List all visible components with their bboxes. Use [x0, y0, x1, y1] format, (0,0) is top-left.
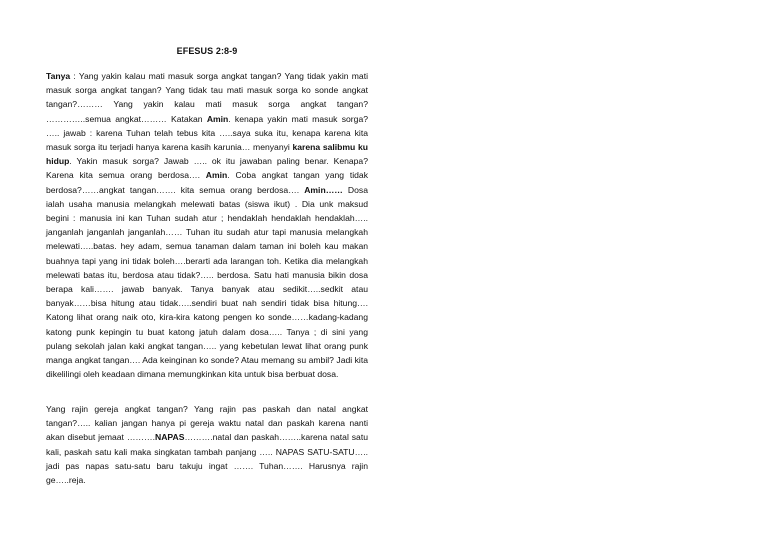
text-span: Yang rajin gereja angkat tangan? Yang rajin pas paskah dan natal angkat tangan?….. kalian jangan hanya pi gereja waktu natal dan paskah karena nanti akan disebut jemaat ………. — [46, 404, 368, 443]
document-title: EFESUS 2:8-9 — [176, 46, 238, 56]
text-span: . kenapa yakin mati masuk sorga? ….. jawab : karena Tuhan telah tebus kita …..saya suka itu, kenapa karena kita masuk sorga itu terjadi hanya karena kasih karunia… menyanyi — [46, 113, 368, 153]
paragraph-2 — [46, 402, 368, 487]
text-span: Dosa ialah usaha manusia melangkah melewati batas (siswa ikut) . Dia unk maksud begini : manusia ini kan Tuhan sudah atur ; hendaklah hendaklah hendaklah….. janganlah janganlah janganlah…… Tuhan itu sudah atur tapi manusia melangkah melewati…..batas. hey adam, semua tanaman dalam taman ini boleh kau makan buahnya tapi yang ini tidak boleh….berarti ada larangan toh. Ketika dia melangkah melewati batas itu, berdosa atau tidak?….. berdosa. Satu hati manusia bikin dosa berapa kali……. jawab banyak. Tanya banyak atau sedikit…..sedkit atau banyak……bisa hitung atau tidak…..sendiri buat nah sendiri tidak bisa hitung…. Katong lihat orang naik oto, kira-kira katong pengen ko sonde……kadang-kadang katong punk kepingin tu buat katong jatuh dalam dosa….. Tanya ; di sini yang pulang sekolah jalan kaki angkat tangan….. yang kebetulan lewat lihat orang punk manga angkat tangan…. Ada keinginan ko sonde? Atau memang su ambil? Jadi kita dikelilingi oleh keadaan dimana memungkinkan kita untuk bisa berbuat dosa. — [46, 184, 368, 380]
paragraph-1 — [46, 69, 368, 381]
bold-span: Tanya — [46, 71, 71, 81]
text-span: . Coba angkat tangan yang tidak berdosa?……angkat tangan……. kita semua orang berdosa…. — [46, 170, 368, 195]
bold-span: Amin — [205, 170, 228, 181]
bold-span: karena salibmu ku hidup — [46, 142, 368, 167]
text-span: . Yakin masuk sorga? Jawab ….. ok itu jawaban paling benar. Kenapa? Karena kita semua orang berdosa…. — [46, 156, 368, 181]
bold-span: Amin — [206, 113, 229, 124]
text-span: : Yang yakin kalau mati masuk sorga angkat tangan? Yang tidak yakin mati masuk sorga angkat tangan? Yang tidak tau mati masuk sorga ko sonde angkat tangan?……… Yang yakin kalau mati masuk sorga angkat tangan? …………..semua angkat……… Katakan — [46, 71, 368, 124]
bold-span: NAPAS — [155, 432, 185, 443]
bold-span: Amin…… — [304, 184, 343, 195]
text-span: ……….natal dan paskah……..karena natal satu kali, paskah satu kali maka singkatan tambah panjang ….. NAPAS SATU-SATU….. jadi pas napas satu-satu baru takuju ingat ……. Tuhan……. Harusnya rajin ge…..reja. — [46, 432, 368, 486]
